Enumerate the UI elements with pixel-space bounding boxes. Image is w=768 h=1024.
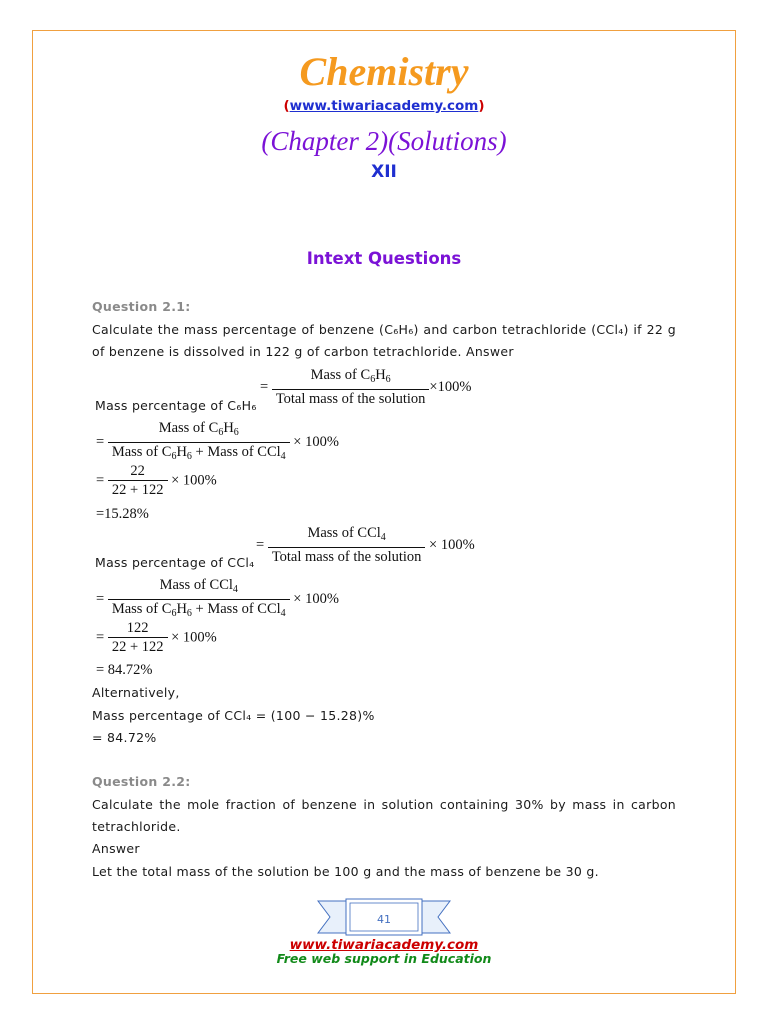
website-url: (www.tiwariacademy.com) bbox=[283, 98, 485, 114]
benzene-label: Mass percentage of C₆H₆ bbox=[95, 398, 257, 413]
section-heading: Intext Questions bbox=[306, 249, 462, 268]
benzene-result: =15.28% bbox=[96, 506, 149, 522]
alternative-result: = 84.72% bbox=[92, 730, 157, 745]
formula-benzene-values: = $\frac{22}{22 + 122}$ × 100% bbox=[96, 463, 217, 498]
footer-tagline: Free web support in Education bbox=[276, 951, 492, 966]
page-title: Chemistry bbox=[299, 49, 469, 94]
formula-ccl4-values: = $\frac{122}{22 + 122}$ × 100% bbox=[96, 620, 217, 655]
question-label: Question 2.1: bbox=[92, 299, 191, 314]
alternative-line: Mass percentage of CCl₄ = (100 − 15.28)% bbox=[92, 708, 375, 723]
formula-general-ccl4: = $\frac{Mass of CCl_4}{\text{Total mass of the solution}}$ × 100% bbox=[256, 525, 475, 565]
ccl4-label: Mass percentage of CCl₄ bbox=[95, 555, 255, 570]
alternative-label: Alternatively, bbox=[92, 685, 180, 700]
answer-text: Let the total mass of the solution be 100 g and the mass of benzene be 30 g. bbox=[92, 864, 599, 879]
question-label: Question 2.2: bbox=[92, 774, 191, 789]
question-text: Calculate the mole fraction of benzene in solution containing 30% by mass in carbon bbox=[92, 797, 676, 812]
answer-label: Answer bbox=[92, 841, 140, 856]
question-text: Calculate the mass percentage of benzene (C₆H₆) and carbon tetrachloride (CCl₄) if 22 g bbox=[92, 322, 676, 337]
question-text: of benzene is dissolved in 122 g of carbon tetrachloride. Answer bbox=[92, 344, 514, 359]
website-link[interactable]: www.tiwariacademy.com bbox=[289, 98, 479, 114]
chapter-heading: (Chapter 2)(Solutions) bbox=[261, 126, 507, 156]
page-number: 41 bbox=[377, 913, 391, 926]
formula-ccl4-expanded: = $\frac{Mass of CCl_4}{Mass of C_6H_6 + Mass of CCl_4}$ × 100% bbox=[96, 577, 339, 619]
ccl4-result: = 84.72% bbox=[96, 662, 153, 678]
class-label: XII bbox=[371, 162, 397, 182]
formula-benzene-expanded: = $\frac{Mass of C_6H_6}{Mass of C_6H_6 + Mass of CCl_4}$ × 100% bbox=[96, 420, 339, 462]
formula-general-benzene: = $\frac{Mass of C_6H_6}{\text{Total mass of the solution}}$ ×100% bbox=[260, 367, 472, 407]
question-text: tetrachloride. bbox=[92, 819, 181, 834]
footer-website-link[interactable]: www.tiwariacademy.com bbox=[289, 937, 479, 953]
